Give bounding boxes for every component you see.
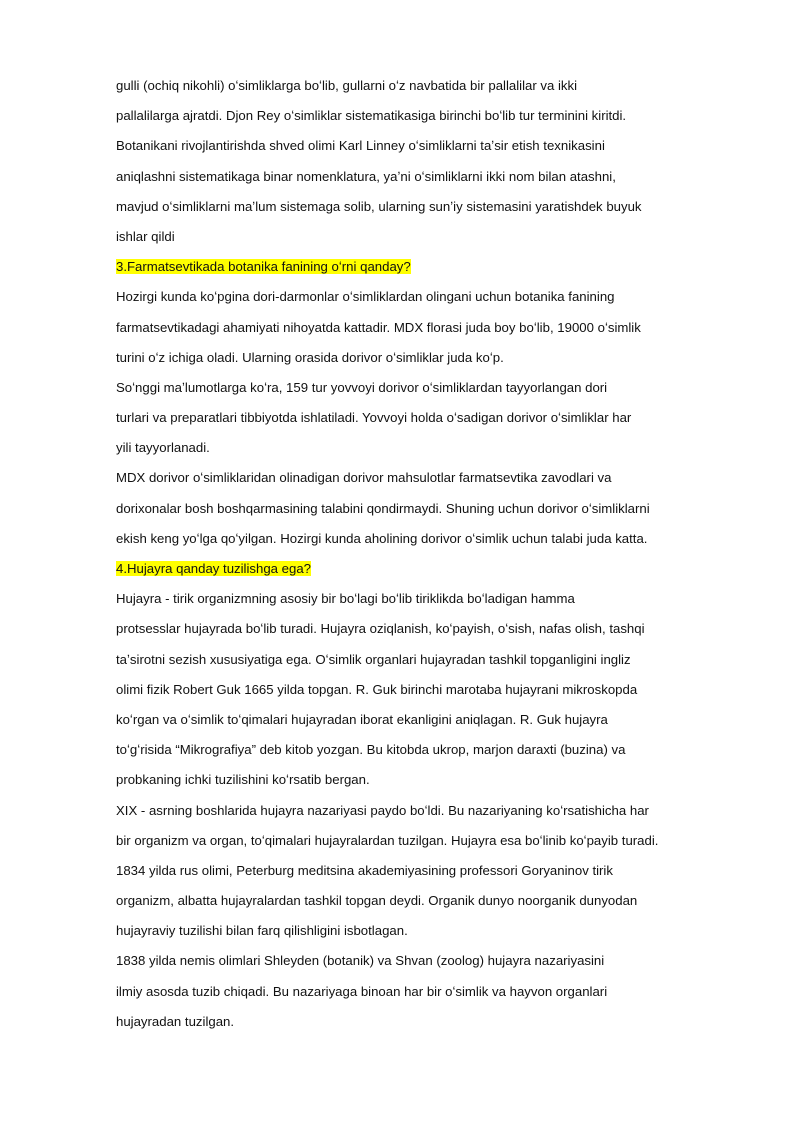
- paragraph-line: aniqlashni sistematikaga binar nomenklatura, yaʼni oʻsimliklarni ikki nom bilan atashni,: [116, 168, 616, 184]
- paragraph-line: dorixonalar bosh boshqarmasining talabini qondirmaydi. Shuning uchun dorivor oʻsimliklarni: [116, 500, 650, 516]
- paragraph-line: koʻrgan va oʻsimlik toʻqimalari hujayradan iborat ekanligini aniqlagan. R. Guk hujayra: [116, 711, 608, 727]
- paragraph-line: hujayraviy tuzilishi bilan farq qilishligini isbotlagan.: [116, 923, 408, 939]
- paragraph-line: ilmiy asosda tuzib chiqadi. Bu nazariyaga binoan har bir oʻsimlik va hayvon organlari: [116, 983, 608, 999]
- paragraph-line: ekish keng yoʻlga qoʻyilgan. Hozirgi kunda aholining dorivor oʻsimlik uchun talabi juda katta.: [116, 530, 648, 546]
- paragraph-line: bir organizm va organ, toʻqimalari hujayralardan tuzilgan. Hujayra esa boʻlinib koʻpayib turadi.: [116, 832, 659, 848]
- paragraph-line: gulli (ochiq nikohli) oʻsimliklarga boʻlib, gullarni oʻz navbatida bir pallalilar va ikki: [116, 78, 578, 93]
- paragraph-line: turini oʻz ichiga oladi. Ularning orasida dorivor oʻsimliklar juda koʻp.: [116, 349, 504, 365]
- paragraph-line: Soʻnggi maʼlumotlarga koʻra, 159 tur yovvoyi dorivor oʻsimliklardan tayyorlangan dori: [116, 379, 608, 395]
- paragraph-line: mavjud oʻsimliklarni maʼlum sistemaga solib, ularning sunʼiy sistemasini yaratishdek buyuk: [116, 198, 642, 214]
- paragraph-line: organizm, albatta hujayralardan tashkil topgan deydi. Organik dunyo noorganik dunyodan: [116, 893, 638, 909]
- paragraph-line: 1838 yilda nemis olimlari Shleyden (botanik) va Shvan (zoolog) hujayra nazariyasini: [116, 953, 605, 969]
- paragraph-line: XIX - asrning boshlarida hujayra nazariyasi paydo boʻldi. Bu nazariyaning koʻrsatishicha har: [116, 802, 649, 818]
- paragraph-line: hujayradan tuzilgan.: [116, 1013, 235, 1029]
- paragraph-line: ishlar qildi: [116, 228, 175, 244]
- paragraph-line: taʼsirotni sezish xususiyatiga ega. Oʻsimlik organlari hujayradan tashkil topganligini ingliz: [116, 651, 631, 667]
- paragraph-line: yili tayyorlanadi.: [116, 440, 210, 456]
- document-page: [116, 71, 686, 1037]
- section-3-heading-row: [116, 252, 686, 282]
- paragraph-line: olimi fizik Robert Guk 1665 yilda topgan. R. Guk birinchi marotaba hujayrani mikroskopda: [116, 681, 638, 697]
- paragraph-line: Hujayra - tirik organizmning asosiy bir boʻlagi boʻlib tiriklikda boʻladigan hamma: [116, 591, 575, 607]
- section-3-heading: 3.Farmatsevtikada botanika fanining oʻrni qanday?: [116, 259, 411, 275]
- paragraph-line: probkaning ichki tuzilishini koʻrsatib bergan.: [116, 772, 370, 788]
- paragraph-line: turlari va preparatlari tibbiyotda ishlatiladi. Yovvoyi holda oʻsadigan dorivor oʻsimliklar har: [116, 410, 632, 426]
- intro-paragraph: [116, 71, 686, 252]
- paragraph-line: protsesslar hujayrada boʻlib turadi. Hujayra oziqlanish, koʻpayish, oʻsish, nafas olish, tashqi: [116, 621, 645, 637]
- paragraph-line: toʻgʻrisida “Mikrografiya” deb kitob yozgan. Bu kitobda ukrop, marjon daraxti (buzina) va: [116, 742, 626, 758]
- paragraph-line: pallalilarga ajratdi. Djon Rey oʻsimliklar sistematikasiga birinchi boʻlib tur terminini kiritdi.: [116, 108, 627, 124]
- section-4-heading: 4.Hujayra qanday tuzilishga ega?: [116, 561, 312, 576]
- paragraph-line: Hozirgi kunda koʻpgina dori-darmonlar oʻsimliklardan olingani uchun botanika fanining: [116, 289, 615, 305]
- paragraph-line: Botanikani rivojlantirishda shved olimi Karl Linney oʻsimliklarni taʼsir etish texnikasini: [116, 138, 605, 154]
- paragraph-line: MDX dorivor oʻsimliklaridan olinadigan dorivor mahsulotlar farmatsevtika zavodlari va: [116, 470, 612, 486]
- section-4-heading-row: [116, 554, 686, 584]
- section-3-body: [116, 282, 686, 554]
- paragraph-line: 1834 yilda rus olimi, Peterburg meditsina akademiyasining professori Goryaninov tirik: [116, 862, 613, 878]
- section-4-body: [116, 584, 686, 1037]
- paragraph-line: farmatsevtikadagi ahamiyati nihoyatda kattadir. MDX florasi juda boy boʻlib, 19000 oʻsimlik: [116, 319, 641, 335]
